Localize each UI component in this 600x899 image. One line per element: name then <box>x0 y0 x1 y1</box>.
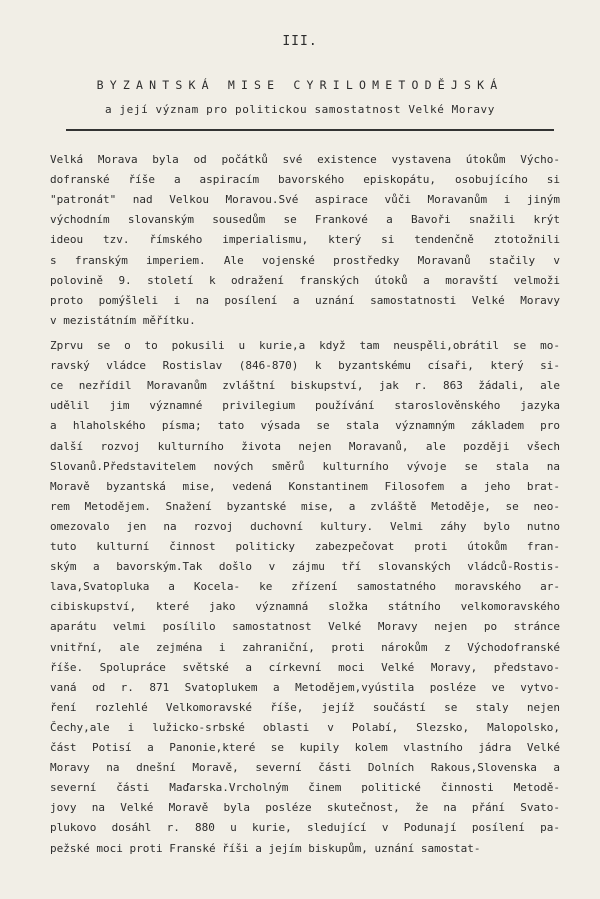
text-line: "patronát" nad Velkou Moravou.Své aspirace vůči Moravanům i jiným <box>50 193 560 207</box>
text-line: vaná od r. 871 Svatoplukem a Metodějem,vyústila posléze ve vytvo- <box>50 680 560 694</box>
text-line: vnitřní, ale zejména i zahraniční, proti nárokům z Východofranské <box>50 640 560 654</box>
text-line: další rozvoj kulturního života nejen Moravanů, ale později všech <box>50 439 560 453</box>
text-line: cibiskupství, které jako významná složka státního velkomoravského <box>50 600 560 614</box>
text-line: lava,Svatopluka a Kocela- ke zřízení samostatného moravského ar- <box>50 580 560 594</box>
text-line: plukovo dosáhl r. 880 u kurie, sledující v Podunají posílení pa- <box>50 821 560 835</box>
text-line: omezovalo jen na rozvoj duchovní kultury. Velmi záhy bylo nutno <box>50 519 560 533</box>
text-line: Moravě byzantská mise, vedená Konstantinem Filosofem a jeho brat- <box>50 479 560 493</box>
text-line: proto pomýšleli i na posílení a uznání samostatnosti Velké Moravy <box>50 293 560 307</box>
text-line: část Potisí a Panonie,které se kupily kolem vlastního jádra Velké <box>50 741 560 754</box>
text-line: ským a bavorským.Tak došlo v zájmu tří slovanských vládců-Rostis- <box>50 560 560 574</box>
text-line: ravský vládce Rostislav (846-870) k byzantskému císaři, který si- <box>50 359 560 373</box>
text-line: aparátu velmi posílilo samostatnost Velké Moravy nejen po stránce <box>50 620 560 634</box>
text-line: pežské moci proti Franské říši a jejím biskupům, uznání samostat- <box>50 841 481 855</box>
text-line: ideou tzv. římského imperialismu, který si tendenčně ztotožnili <box>50 233 560 247</box>
text-line: polovině 9. století k odražení franských útoků a moravští velmoži <box>50 273 560 287</box>
text-line: východním slovanským sousedům se Frankové a Bavoři snažili krýt <box>50 213 560 227</box>
text-line: v mezistátním měřítku. <box>50 313 196 327</box>
chapter-title: BYZANTSKÁ MISE CYRILOMETODĚJSKÁ <box>96 78 504 92</box>
text-line: tuto kulturní činnost politicky zabezpečovat proti útokům fran- <box>50 540 560 553</box>
text-line: s franským imperiem. Ale vojenské prostředky Moravanů stačily v <box>50 253 560 267</box>
text-line: Zprvu se o to pokusili u kurie,a když tam neuspěli,obrátil se mo- <box>50 339 560 352</box>
text-line: severní části Maďarska.Vrcholným činem politické činnosti Metodě- <box>50 781 560 795</box>
chapter-subtitle: a její význam pro politickou samostatnost Velké Moravy <box>104 103 496 116</box>
text-line: Moravy na dnešní Moravě, severní části Dolních Rakous,Slovenska a <box>50 761 560 775</box>
text-line: Slovanů.Představitelem nových směrů kulturního vývoje se stala na <box>50 459 560 473</box>
text-line: a hlaholského písma; tato výsada se stala významným základem pro <box>50 419 560 433</box>
title-divider <box>66 129 554 131</box>
text-line: Velká Morava byla od počátků své existence vystavena útokům Výcho- <box>50 153 560 166</box>
text-line: udělil jim významné privilegium používání staroslověnského jazyka <box>50 399 560 413</box>
text-line: rem Metodějem. Snažení byzantské mise, a zvláště Metoděje, se neo- <box>50 499 560 513</box>
chapter-number: III. <box>282 34 318 49</box>
text-line: říše. Spolupráce světské a církevní moci Velké Moravy, představo- <box>50 660 560 674</box>
text-line: jovy na Velké Moravě byla posléze skutečnost, že na přání Svato- <box>50 801 560 815</box>
text-line: Čechy,ale i lužicko-srbské oblasti v Polabí, Slezsko, Malopolsko, <box>50 720 560 734</box>
text-line: ce nezřídil Moravanům zvláštní biskupství, jak r. 863 žádali, ale <box>50 379 560 393</box>
text-line: dofranské říše a aspiracím bavorského episkopátu, osobujícího si <box>50 173 560 187</box>
text-line: ření rozlehlé Velkomoravské říše, jejíž součástí se staly nejen <box>50 700 560 714</box>
